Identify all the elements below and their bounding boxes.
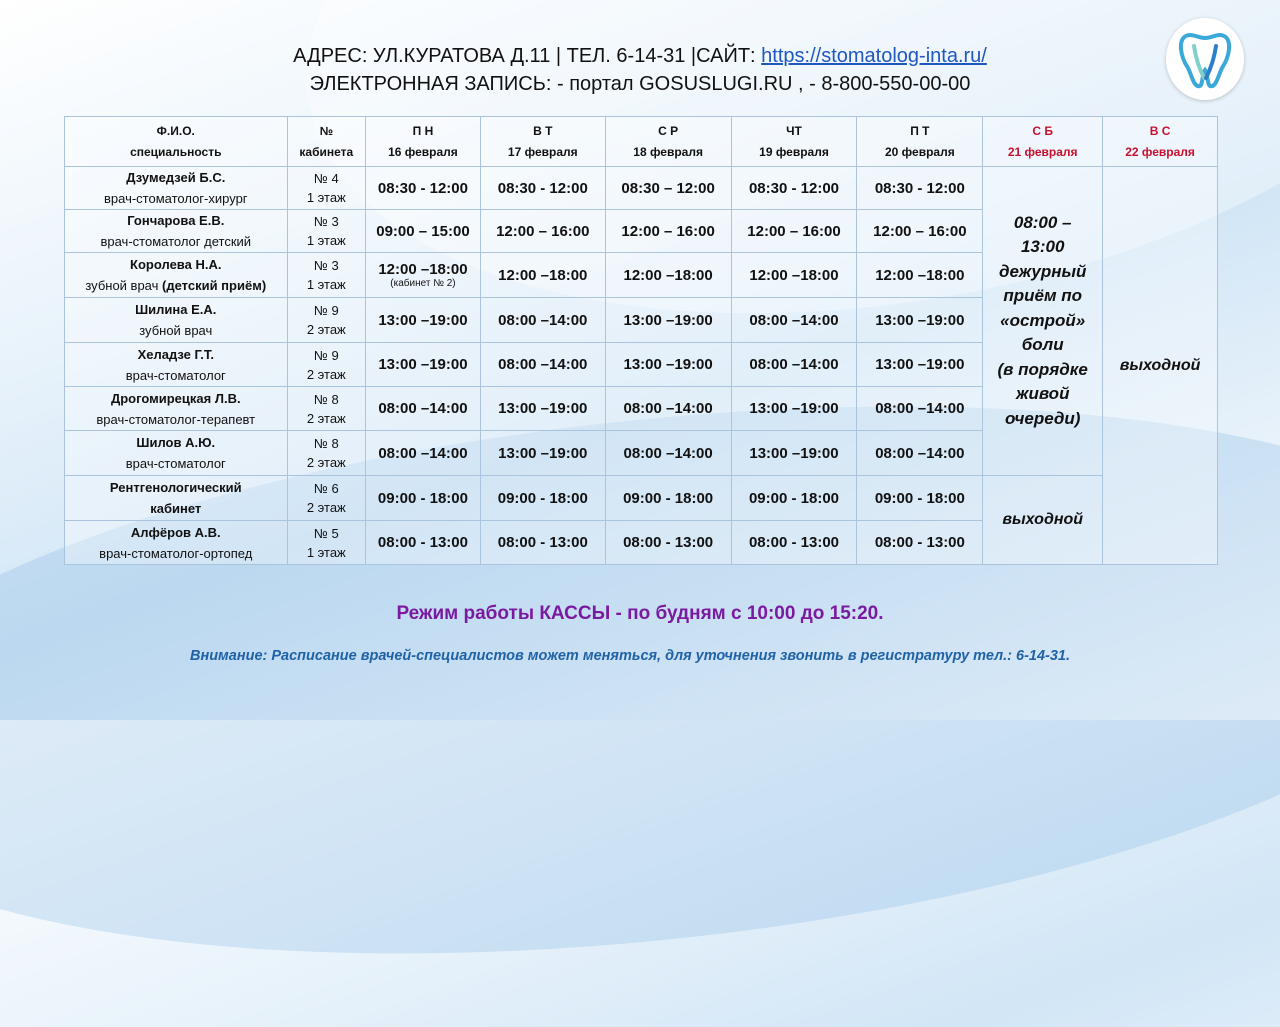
time-cell: 08:00 –14:00 <box>605 431 731 476</box>
time-cell: 08:00 –14:00 <box>605 387 731 431</box>
time-cell: 09:00 – 15:00 <box>366 210 481 253</box>
time-cell: 09:00 - 18:00 <box>366 476 481 521</box>
doctor-cell <box>65 431 288 476</box>
doctor-cell <box>65 521 288 565</box>
col-header-fio: Ф.И.О. специальность <box>65 117 288 167</box>
doctor-cell <box>65 343 288 387</box>
time-cell: 08:00 –14:00 <box>480 343 605 387</box>
time-cell: 12:00 – 16:00 <box>605 210 731 253</box>
time-cell: 13:00 –19:00 <box>731 431 857 476</box>
time-cell: 12:00 –18:00 (кабинет № 2) <box>366 253 481 298</box>
doctor-name: Рентгенологический <box>109 480 242 495</box>
doctor-specialty: зубной врач (детский приём) <box>85 278 267 293</box>
doctor-name: Хеладзе Г.Т. <box>137 346 214 362</box>
time-cell: 12:00 – 16:00 <box>480 210 605 253</box>
table-row <box>65 167 1218 210</box>
col-header-mon: П Н 16 февраля <box>366 117 481 167</box>
time-cell: 08:00 - 13:00 <box>366 521 481 565</box>
time-cell: 12:00 –18:00 <box>480 253 605 298</box>
schedule-warning: Внимание: Расписание врачей-специалистов может меняться, для уточнения звонить в регистратуру тел.: 6-14-31. <box>189 648 1071 664</box>
table-row <box>65 476 1218 521</box>
saturday-dayoff-cell: выходной <box>983 476 1103 565</box>
doctor-specialty: врач-стоматолог <box>125 456 226 471</box>
doctor-specialty: зубной врач <box>139 323 213 338</box>
time-cell: 12:00 –18:00 <box>731 253 857 298</box>
doctor-name: Королева Н.А. <box>130 257 222 272</box>
cabinet-cell: № 9 2 этаж <box>287 298 366 343</box>
address-text: АДРЕС: УЛ.КУРАТОВА Д.11 | ТЕЛ. 6-14-31 |САЙТ: <box>293 45 762 67</box>
doctor-specialty: врач-стоматолог-терапевт <box>96 411 256 427</box>
cashier-hours: Режим работы КАССЫ - по будням с 10:00 до 15:20. <box>396 603 884 624</box>
doctor-name: Алфёров А.В. <box>130 524 221 540</box>
time-cell: 08:00 –14:00 <box>366 387 481 431</box>
time-cell: 08:00 - 13:00 <box>480 521 605 565</box>
doctor-name: Дрогомирецкая Л.В. <box>110 390 241 406</box>
time-cell: 08:00 - 13:00 <box>605 521 731 565</box>
saturday-duty-cell: 08:00 – 13:00 дежурный приём по «острой» боли (в порядке живой очереди) <box>983 167 1103 476</box>
cabinet-cell: № 3 1 этаж <box>287 253 366 298</box>
time-cell: 13:00 –19:00 <box>857 343 983 387</box>
cabinet-cell: № 4 1 этаж <box>287 167 366 210</box>
schedule-table <box>64 116 1218 565</box>
doctor-specialty: врач-стоматолог <box>125 367 226 383</box>
time-cell: 09:00 - 18:00 <box>480 476 605 521</box>
doctor-cell <box>65 387 288 431</box>
col-header-wed: С Р 18 февраля <box>605 117 731 167</box>
site-link[interactable]: https://stomatolog-inta.ru/ <box>761 45 987 67</box>
time-cell: 08:00 –14:00 <box>857 387 983 431</box>
time-cell: 08:30 - 12:00 <box>480 167 605 210</box>
time-cell: 08:00 –14:00 <box>480 298 605 343</box>
doctor-specialty: врач-стоматолог-ортопед <box>99 545 253 561</box>
doctor-name: Шилина Е.А. <box>135 302 217 317</box>
doctor-specialty: врач-стоматолог-хирург <box>103 191 248 206</box>
time-cell: 08:00 –14:00 <box>731 298 857 343</box>
time-cell: 08:30 - 12:00 <box>731 167 857 210</box>
time-cell: 13:00 –19:00 <box>605 298 731 343</box>
address-line <box>0 42 1280 70</box>
time-cell: 12:00 –18:00 <box>605 253 731 298</box>
time-cell: 12:00 – 16:00 <box>731 210 857 253</box>
time-cell: 08:00 –14:00 <box>366 431 481 476</box>
time-cell: 09:00 - 18:00 <box>857 476 983 521</box>
doctor-cell <box>65 476 288 521</box>
time-cell: 12:00 – 16:00 <box>857 210 983 253</box>
col-header-thu: ЧТ 19 февраля <box>731 117 857 167</box>
time-cell: 13:00 –19:00 <box>605 343 731 387</box>
time-cell: 09:00 - 18:00 <box>731 476 857 521</box>
time-cell: 08:00 –14:00 <box>731 343 857 387</box>
col-header-sun: В С 22 февраля <box>1103 117 1218 167</box>
time-cell: 13:00 –19:00 <box>480 431 605 476</box>
col-header-cabinet: № кабинета <box>287 117 366 167</box>
doctor-specialty: кабинет <box>150 501 202 516</box>
doctor-specialty: врач-стоматолог детский <box>100 234 252 249</box>
time-cell: 13:00 –19:00 <box>731 387 857 431</box>
cabinet-cell: № 9 2 этаж <box>287 343 366 387</box>
time-cell: 08:00 - 13:00 <box>857 521 983 565</box>
doctor-name: Дзумедзей Б.С. <box>126 170 226 185</box>
time-cell: 08:00 –14:00 <box>857 431 983 476</box>
doctor-cell <box>65 210 288 253</box>
online-booking-line: ЭЛЕКТРОННАЯ ЗАПИСЬ: - портал GOSUSLUGI.RU , - 8-800-550-00-00 <box>309 73 971 95</box>
sunday-dayoff-cell: выходной <box>1103 167 1218 565</box>
cabinet-note: (кабинет № 2) <box>390 278 456 289</box>
header <box>0 42 1280 98</box>
col-header-tue: В Т 17 февраля <box>480 117 605 167</box>
cabinet-cell: № 6 2 этаж <box>287 476 366 521</box>
doctor-cell <box>65 253 288 298</box>
cabinet-cell: № 5 1 этаж <box>287 521 366 565</box>
time-cell: 08:30 - 12:00 <box>366 167 481 210</box>
cabinet-cell: № 3 1 этаж <box>287 210 366 253</box>
table-header-row <box>65 117 1218 167</box>
time-cell: 09:00 - 18:00 <box>605 476 731 521</box>
time-cell: 13:00 –19:00 <box>857 298 983 343</box>
tooth-logo-icon <box>1174 26 1236 92</box>
col-header-fri: П Т 20 февраля <box>857 117 983 167</box>
time-cell: 13:00 –19:00 <box>366 343 481 387</box>
col-header-sat: С Б 21 февраля <box>983 117 1103 167</box>
doctor-cell <box>65 167 288 210</box>
time-cell: 08:00 - 13:00 <box>731 521 857 565</box>
doctor-name: Гончарова Е.В. <box>127 213 225 228</box>
cabinet-cell: № 8 2 этаж <box>287 387 366 431</box>
clinic-logo <box>1166 18 1244 100</box>
cabinet-cell: № 8 2 этаж <box>287 431 366 476</box>
time-cell: 13:00 –19:00 <box>366 298 481 343</box>
doctor-cell <box>65 298 288 343</box>
time-cell: 08:30 – 12:00 <box>605 167 731 210</box>
doctor-name: Шилов А.Ю. <box>136 435 216 450</box>
time-cell: 12:00 –18:00 <box>857 253 983 298</box>
time-cell: 13:00 –19:00 <box>480 387 605 431</box>
time-cell: 08:30 - 12:00 <box>857 167 983 210</box>
